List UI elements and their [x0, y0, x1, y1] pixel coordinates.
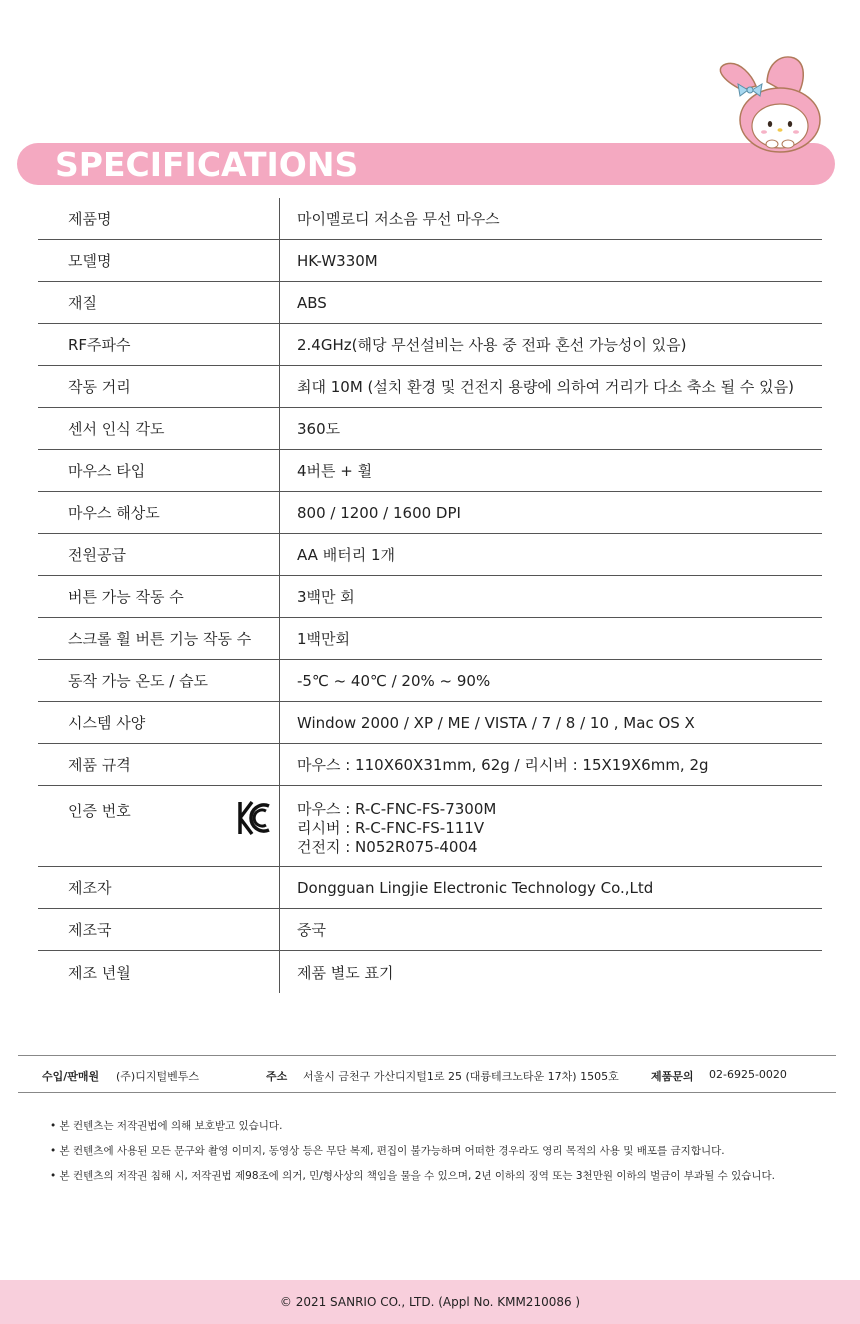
spec-label [38, 366, 280, 407]
spec-label [38, 324, 280, 365]
spec-row [38, 450, 822, 492]
spec-value: HK-W330M [297, 251, 378, 270]
spec-label-text: 제품 규격 [68, 756, 131, 774]
my-melody-mascot-icon [712, 50, 822, 154]
spec-row [38, 660, 822, 702]
spec-label [38, 450, 280, 491]
spec-label-text: 시스템 사양 [68, 714, 146, 732]
spec-label [38, 744, 280, 785]
spec-label-text: 센서 인식 각도 [68, 420, 165, 438]
spec-label [38, 660, 280, 701]
spec-row [38, 408, 822, 450]
spec-label-text: 스크롤 휠 버튼 기능 작동 수 [68, 630, 252, 648]
spec-value: -5℃ ~ 40℃ / 20% ~ 90% [297, 671, 491, 690]
address-value: 서울시 금천구 가산디지털1로 25 (대륭테크노타운 17차) 1505호 [303, 1070, 619, 1083]
spec-row [38, 240, 822, 282]
spec-value: 4버튼 + 휠 [297, 462, 373, 480]
contact-key: 제품문의 [651, 1070, 694, 1083]
spec-row [38, 198, 822, 240]
spec-row [38, 282, 822, 324]
spec-value: 3백만 회 [297, 588, 355, 606]
cert-number-line: 리시버 : R-C-FNC-FS-111V [297, 819, 485, 837]
spec-label [38, 282, 280, 323]
spec-value: 800 / 1200 / 1600 DPI [297, 503, 461, 522]
spec-value: 마이멜로디 저소음 무선 마우스 [297, 210, 500, 228]
importer-key: 수입/판매원 [42, 1070, 100, 1083]
spec-table [38, 198, 822, 993]
spec-row [38, 744, 822, 786]
spec-row [38, 324, 822, 366]
spec-label-text: 제조 년월 [68, 963, 131, 982]
copyright-footer [0, 1280, 860, 1324]
spec-row [38, 576, 822, 618]
cert-number-line: 마우스 : R-C-FNC-FS-7300M [297, 800, 497, 818]
spec-row [38, 534, 822, 576]
spec-label-text: 전원공급 [68, 546, 126, 564]
spec-label [38, 951, 280, 993]
spec-label-text: RF주파수 [68, 336, 131, 354]
spec-label [38, 702, 280, 743]
spec-label-text: 버튼 가능 작동 수 [68, 588, 184, 606]
spec-value: 1백만회 [297, 630, 351, 648]
spec-label-text: 작동 거리 [68, 378, 131, 396]
spec-value: 제품 별도 표기 [297, 963, 394, 982]
spec-label-text: 제품명 [68, 210, 112, 228]
spec-label [38, 576, 280, 617]
spec-label [38, 867, 280, 908]
spec-value: 마우스 : 110X60X31mm, 62g / 리시버 : 15X19X6mm, 2g [297, 756, 709, 774]
spec-row [38, 702, 822, 744]
contact-value: 02-6925-0020 [709, 1068, 787, 1081]
note-item: • 본 컨텐츠의 저작권 침해 시, 저작권법 제98조에 의거, 민/형사상의 책임을 물을 수 있으며, 2년 이하의 징역 또는 3천만원 이하의 벌금이 부과될 수 있습니다. [50, 1168, 775, 1183]
cert-number-line: 건전지 : N052R075-4004 [297, 838, 478, 856]
company-info-bar [18, 1055, 836, 1093]
spec-label [38, 534, 280, 575]
spec-label-text: 인증 번호 [68, 802, 131, 820]
spec-value: ABS [297, 293, 327, 312]
spec-label [38, 240, 280, 281]
spec-label-text: 재질 [68, 294, 97, 312]
spec-value: 최대 10M (설치 환경 및 건전지 용량에 의하여 거리가 다소 축소 될 수 있음) [297, 378, 794, 396]
spec-row [38, 366, 822, 408]
spec-label-text: 동작 가능 온도 / 습도 [68, 672, 209, 690]
spec-row [38, 618, 822, 660]
spec-label [38, 618, 280, 659]
copyright-notes [50, 1118, 775, 1193]
spec-row [38, 951, 822, 993]
spec-label [38, 198, 280, 239]
spec-value: Dongguan Lingjie Electronic Technology Co.,Ltd [297, 878, 654, 897]
note-item: • 본 컨텐츠에 사용된 모든 문구와 촬영 이미지, 동영상 등은 무단 복제, 편집이 불가능하며 어떠한 경우라도 영리 목적의 사용 및 배포를 금지합니다. [50, 1143, 775, 1158]
spec-value: 중국 [297, 921, 326, 939]
spec-value: 360도 [297, 420, 341, 438]
spec-label-text: 마우스 해상도 [68, 504, 160, 522]
spec-label [38, 408, 280, 449]
copyright-text: © 2021 SANRIO CO., LTD. (Appl No. KMM210086 ) [279, 1295, 581, 1309]
spec-label [38, 492, 280, 533]
spec-row [38, 867, 822, 909]
address-key: 주소 [266, 1070, 288, 1083]
spec-row [38, 786, 822, 867]
note-item: • 본 컨텐츠는 저작권법에 의해 보호받고 있습니다. [50, 1118, 775, 1133]
importer-value: (주)디지털벤투스 [116, 1070, 199, 1083]
spec-row [38, 909, 822, 951]
spec-value: Window 2000 / XP / ME / VISTA / 7 / 8 / 10 , Mac OS X [297, 713, 695, 732]
spec-value [280, 786, 822, 857]
spec-label [38, 786, 280, 866]
kc-certification-icon [237, 800, 271, 836]
spec-label-text: 마우스 타입 [68, 462, 146, 480]
spec-value: AA 배터리 1개 [297, 546, 395, 564]
spec-label-text: 제조자 [68, 879, 112, 897]
spec-value: 2.4GHz(해당 무선설비는 사용 중 전파 혼선 가능성이 있음) [297, 336, 687, 354]
spec-row [38, 492, 822, 534]
spec-label [38, 909, 280, 950]
banner-title: SPECIFICATIONS [55, 145, 359, 184]
spec-label-text: 제조국 [68, 921, 112, 939]
spec-label-text: 모델명 [68, 252, 112, 270]
